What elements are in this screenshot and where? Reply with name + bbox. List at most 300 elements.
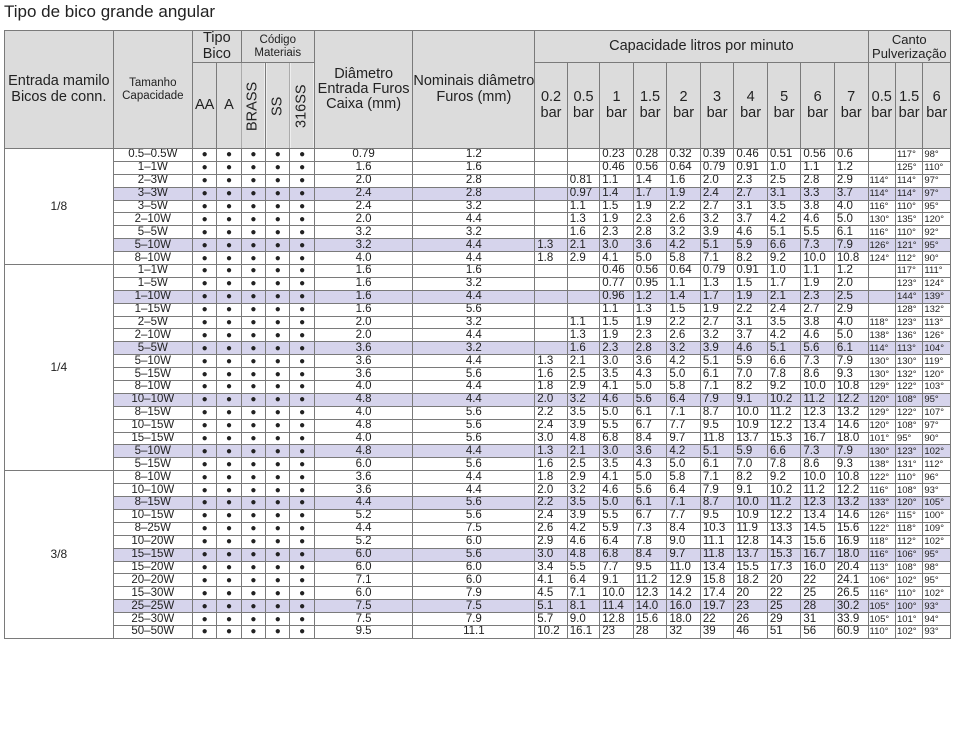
capacity-value: 4.6	[600, 393, 634, 406]
capacity-value: 3.6	[633, 355, 667, 368]
capacity-value: 11.2	[767, 406, 801, 419]
capacity-value: 5.0	[633, 252, 667, 265]
capacity-value: 51	[767, 625, 801, 638]
availability-dot: ●	[217, 161, 241, 174]
availability-dot: ●	[290, 265, 314, 278]
spray-angle: 94°	[923, 613, 951, 626]
availability-dot: ●	[192, 368, 216, 381]
table-row	[5, 535, 951, 548]
capacity-value: 2.3	[633, 329, 667, 342]
capacity-value: 6.4	[667, 393, 701, 406]
availability-dot: ●	[266, 406, 290, 419]
capacity-value: 4.6	[734, 342, 768, 355]
availability-dot: ●	[241, 161, 265, 174]
capacity-value: 18.2	[734, 574, 768, 587]
capacity-value: 6.1	[700, 368, 734, 381]
availability-dot: ●	[217, 303, 241, 316]
capacity-value: 1.2	[834, 161, 868, 174]
availability-dot: ●	[266, 368, 290, 381]
capacity-value: 3.0	[600, 239, 634, 252]
size-capacity: 1–1W	[113, 161, 192, 174]
availability-dot: ●	[290, 406, 314, 419]
availability-dot: ●	[266, 239, 290, 252]
capacity-value: 7.1	[700, 471, 734, 484]
availability-dot: ●	[266, 342, 290, 355]
nominal-diameter: 7.9	[413, 613, 535, 626]
capacity-value: 3.5	[600, 458, 634, 471]
header-pressure: 5 bar	[767, 63, 801, 149]
capacity-value: 10.2	[767, 393, 801, 406]
capacity-value: 6.8	[600, 432, 634, 445]
capacity-value: 1.1	[600, 174, 634, 187]
header-entrada: Entrada mamilo Bicos de conn.	[5, 31, 114, 149]
capacity-value: 13.2	[834, 406, 868, 419]
capacity-value	[567, 290, 600, 303]
table-row	[5, 548, 951, 561]
capacity-value: 12.8	[734, 535, 768, 548]
availability-dot: ●	[192, 213, 216, 226]
availability-dot: ●	[290, 342, 314, 355]
spray-angle: 110°	[895, 200, 922, 213]
availability-dot: ●	[290, 174, 314, 187]
availability-dot: ●	[192, 600, 216, 613]
capacity-value: 6.4	[667, 484, 701, 497]
availability-dot: ●	[192, 432, 216, 445]
capacity-value: 19.7	[700, 600, 734, 613]
availability-dot: ●	[217, 484, 241, 497]
size-capacity: 5–10W	[113, 445, 192, 458]
capacity-value: 7.7	[667, 509, 701, 522]
table-row	[5, 625, 951, 638]
capacity-value: 5.6	[633, 393, 667, 406]
table-body	[5, 149, 951, 639]
table-row	[5, 342, 951, 355]
availability-dot: ●	[290, 509, 314, 522]
capacity-value: 2.2	[667, 316, 701, 329]
capacity-value: 2.5	[567, 368, 600, 381]
capacity-value: 2.0	[834, 277, 868, 290]
table-row	[5, 290, 951, 303]
capacity-value: 2.0	[535, 484, 568, 497]
capacity-value: 3.2	[700, 213, 734, 226]
capacity-value: 7.1	[700, 381, 734, 394]
availability-dot: ●	[192, 265, 216, 278]
spray-angle	[868, 161, 895, 174]
spray-angle: 116°	[868, 226, 895, 239]
spray-angle: 93°	[923, 484, 951, 497]
availability-dot: ●	[192, 406, 216, 419]
availability-dot: ●	[192, 548, 216, 561]
capacity-value: 4.0	[834, 200, 868, 213]
capacity-value: 13.2	[834, 497, 868, 510]
availability-dot: ●	[266, 509, 290, 522]
capacity-value: 10.0	[600, 587, 634, 600]
capacity-value: 10.0	[801, 252, 835, 265]
capacity-value: 12.3	[633, 587, 667, 600]
capacity-value: 14.0	[633, 600, 667, 613]
capacity-value: 1.3	[567, 329, 600, 342]
inlet-diameter: 2.0	[314, 174, 413, 187]
capacity-value: 1.4	[600, 187, 634, 200]
capacity-value: 5.0	[834, 329, 868, 342]
size-capacity: 1–10W	[113, 290, 192, 303]
capacity-value: 17.3	[767, 561, 801, 574]
capacity-value: 2.1	[567, 355, 600, 368]
group-connection-size: 1/8	[5, 149, 114, 265]
capacity-value: 5.0	[633, 381, 667, 394]
spray-angle: 98°	[923, 149, 951, 162]
availability-dot: ●	[241, 226, 265, 239]
nominal-diameter: 4.4	[413, 329, 535, 342]
availability-dot: ●	[241, 174, 265, 187]
capacity-value: 2.9	[567, 252, 600, 265]
capacity-value: 16.1	[567, 625, 600, 638]
inlet-diameter: 6.0	[314, 587, 413, 600]
availability-dot: ●	[266, 149, 290, 162]
capacity-value: 5.1	[700, 445, 734, 458]
size-capacity: 1–5W	[113, 277, 192, 290]
availability-dot: ●	[217, 535, 241, 548]
capacity-value: 3.8	[801, 316, 835, 329]
availability-dot: ●	[241, 303, 265, 316]
capacity-value: 15.6	[801, 535, 835, 548]
availability-dot: ●	[192, 200, 216, 213]
capacity-value: 0.96	[600, 290, 634, 303]
capacity-value: 4.3	[633, 458, 667, 471]
size-capacity: 8–10W	[113, 381, 192, 394]
capacity-value: 8.7	[700, 406, 734, 419]
spray-angle: 121°	[895, 239, 922, 252]
availability-dot: ●	[241, 149, 265, 162]
availability-dot: ●	[266, 445, 290, 458]
capacity-value: 20.4	[834, 561, 868, 574]
availability-dot: ●	[241, 445, 265, 458]
capacity-value	[535, 316, 568, 329]
capacity-value: 0.56	[633, 161, 667, 174]
capacity-value: 0.46	[734, 149, 768, 162]
availability-dot: ●	[192, 381, 216, 394]
capacity-value: 2.7	[801, 303, 835, 316]
capacity-value: 6.4	[567, 574, 600, 587]
availability-dot: ●	[241, 200, 265, 213]
spray-angle: 123°	[895, 316, 922, 329]
availability-dot: ●	[266, 174, 290, 187]
capacity-value: 13.4	[700, 561, 734, 574]
capacity-value: 6.1	[633, 406, 667, 419]
spray-angle: 101°	[868, 432, 895, 445]
capacity-value: 1.3	[567, 213, 600, 226]
inlet-diameter: 2.0	[314, 329, 413, 342]
capacity-value: 2.7	[734, 187, 768, 200]
capacity-value: 10.2	[767, 484, 801, 497]
capacity-value: 4.1	[600, 381, 634, 394]
spray-angle: 130°	[895, 355, 922, 368]
nominal-diameter: 4.4	[413, 471, 535, 484]
availability-dot: ●	[192, 355, 216, 368]
capacity-value: 1.1	[567, 316, 600, 329]
inlet-diameter: 2.0	[314, 316, 413, 329]
size-capacity: 15–15W	[113, 432, 192, 445]
spray-angle: 108°	[895, 561, 922, 574]
nominal-diameter: 3.2	[413, 200, 535, 213]
header-angle-pressure: 0.5 bar	[868, 63, 895, 149]
size-capacity: 15–15W	[113, 548, 192, 561]
capacity-value: 28	[633, 625, 667, 638]
capacity-value: 2.5	[767, 174, 801, 187]
spray-angle: 110°	[895, 587, 922, 600]
nominal-diameter: 4.4	[413, 484, 535, 497]
spray-angle: 139°	[923, 290, 951, 303]
capacity-value: 8.6	[801, 368, 835, 381]
capacity-value: 3.2	[667, 226, 701, 239]
capacity-value: 12.2	[767, 509, 801, 522]
availability-dot: ●	[192, 174, 216, 187]
capacity-value: 4.2	[667, 355, 701, 368]
availability-dot: ●	[266, 497, 290, 510]
inlet-diameter: 1.6	[314, 290, 413, 303]
availability-dot: ●	[217, 200, 241, 213]
availability-dot: ●	[266, 471, 290, 484]
table-row	[5, 406, 951, 419]
size-capacity: 2–5W	[113, 316, 192, 329]
table-row	[5, 458, 951, 471]
capacity-value: 9.7	[667, 432, 701, 445]
capacity-value: 18.0	[834, 548, 868, 561]
availability-dot: ●	[290, 303, 314, 316]
spray-angle: 106°	[895, 548, 922, 561]
capacity-value: 7.3	[801, 445, 835, 458]
capacity-value: 22	[767, 587, 801, 600]
spray-angle: 113°	[895, 342, 922, 355]
capacity-value: 0.91	[734, 265, 768, 278]
spray-angle: 120°	[868, 419, 895, 432]
capacity-value: 2.9	[535, 535, 568, 548]
capacity-value: 1.6	[567, 226, 600, 239]
availability-dot: ●	[290, 432, 314, 445]
spray-angle: 107°	[923, 406, 951, 419]
availability-dot: ●	[217, 419, 241, 432]
inlet-diameter: 4.8	[314, 419, 413, 432]
capacity-value: 3.5	[567, 497, 600, 510]
header-ss: SS	[266, 63, 290, 149]
size-capacity: 15–30W	[113, 587, 192, 600]
capacity-value: 3.9	[567, 419, 600, 432]
availability-dot: ●	[290, 574, 314, 587]
capacity-value: 4.2	[767, 329, 801, 342]
availability-dot: ●	[217, 509, 241, 522]
availability-dot: ●	[217, 174, 241, 187]
capacity-value: 3.3	[801, 187, 835, 200]
table-row	[5, 393, 951, 406]
capacity-value: 14.6	[834, 509, 868, 522]
size-capacity: 2–3W	[113, 174, 192, 187]
capacity-value: 12.8	[600, 613, 634, 626]
spray-angle: 103°	[923, 381, 951, 394]
capacity-value: 10.0	[801, 381, 835, 394]
capacity-value: 9.0	[667, 535, 701, 548]
spray-angle: 93°	[923, 625, 951, 638]
table-row	[5, 600, 951, 613]
availability-dot: ●	[241, 484, 265, 497]
capacity-value: 10.0	[734, 497, 768, 510]
capacity-value: 15.3	[767, 432, 801, 445]
availability-dot: ●	[241, 587, 265, 600]
capacity-value: 11.2	[801, 484, 835, 497]
spray-angle: 130°	[868, 355, 895, 368]
spray-angle: 124°	[923, 277, 951, 290]
capacity-value: 7.9	[834, 355, 868, 368]
availability-dot: ●	[217, 265, 241, 278]
availability-dot: ●	[241, 277, 265, 290]
spray-angle: 118°	[868, 535, 895, 548]
capacity-value: 6.1	[633, 497, 667, 510]
header-a: A	[217, 63, 241, 149]
availability-dot: ●	[241, 535, 265, 548]
inlet-diameter: 7.1	[314, 574, 413, 587]
group-connection-size: 1/4	[5, 265, 114, 471]
spray-angle: 110°	[895, 471, 922, 484]
size-capacity: 8–10W	[113, 471, 192, 484]
capacity-value: 10.3	[700, 522, 734, 535]
availability-dot: ●	[266, 484, 290, 497]
header-pressure: 1.5 bar	[633, 63, 667, 149]
capacity-value: 14.6	[834, 419, 868, 432]
capacity-value: 28	[801, 600, 835, 613]
availability-dot: ●	[266, 587, 290, 600]
capacity-value: 9.5	[700, 509, 734, 522]
inlet-diameter: 4.0	[314, 381, 413, 394]
capacity-value: 2.4	[535, 419, 568, 432]
table-row	[5, 587, 951, 600]
capacity-value: 9.1	[600, 574, 634, 587]
capacity-value: 13.7	[734, 548, 768, 561]
capacity-value: 5.6	[633, 484, 667, 497]
inlet-diameter: 6.0	[314, 548, 413, 561]
availability-dot: ●	[266, 226, 290, 239]
availability-dot: ●	[241, 406, 265, 419]
availability-dot: ●	[217, 290, 241, 303]
availability-dot: ●	[241, 432, 265, 445]
header-angle-pressure: 6 bar	[923, 63, 951, 149]
capacity-value: 11.2	[801, 393, 835, 406]
availability-dot: ●	[217, 213, 241, 226]
inlet-diameter: 4.4	[314, 497, 413, 510]
capacity-value: 3.5	[567, 406, 600, 419]
capacity-value: 7.7	[600, 561, 634, 574]
availability-dot: ●	[241, 561, 265, 574]
spray-angle: 130°	[868, 213, 895, 226]
size-capacity: 10–10W	[113, 484, 192, 497]
capacity-value: 7.9	[834, 239, 868, 252]
capacity-value: 1.4	[633, 174, 667, 187]
availability-dot: ●	[266, 432, 290, 445]
spray-angle: 97°	[923, 419, 951, 432]
spray-angle: 129°	[868, 381, 895, 394]
availability-dot: ●	[266, 213, 290, 226]
capacity-value: 10.8	[834, 381, 868, 394]
nominal-diameter: 1.6	[413, 161, 535, 174]
capacity-value: 15.8	[700, 574, 734, 587]
size-capacity: 8–15W	[113, 406, 192, 419]
availability-dot: ●	[290, 200, 314, 213]
header-pressure: 0.2 bar	[535, 63, 568, 149]
capacity-value: 8.2	[734, 471, 768, 484]
capacity-value: 14.3	[767, 535, 801, 548]
availability-dot: ●	[241, 471, 265, 484]
capacity-value: 15.5	[734, 561, 768, 574]
capacity-value: 1.5	[734, 277, 768, 290]
table-row	[5, 200, 951, 213]
capacity-value: 7.9	[700, 484, 734, 497]
capacity-value: 60.9	[834, 625, 868, 638]
capacity-value	[567, 277, 600, 290]
capacity-value: 9.5	[700, 419, 734, 432]
availability-dot: ●	[290, 458, 314, 471]
capacity-value: 3.5	[767, 200, 801, 213]
header-tamanho: Tamanho Capacidade	[113, 31, 192, 149]
availability-dot: ●	[290, 587, 314, 600]
capacity-value: 5.1	[535, 600, 568, 613]
availability-dot: ●	[290, 290, 314, 303]
availability-dot: ●	[266, 355, 290, 368]
spray-angle: 123°	[895, 445, 922, 458]
availability-dot: ●	[266, 329, 290, 342]
availability-dot: ●	[217, 497, 241, 510]
capacity-value: 1.9	[600, 213, 634, 226]
capacity-value	[567, 149, 600, 162]
capacity-value: 4.6	[600, 484, 634, 497]
nominal-diameter: 3.2	[413, 342, 535, 355]
availability-dot: ●	[266, 600, 290, 613]
spray-angle: 110°	[923, 161, 951, 174]
spray-angle: 128°	[895, 303, 922, 316]
availability-dot: ●	[217, 587, 241, 600]
capacity-value	[535, 187, 568, 200]
capacity-value: 16.0	[801, 561, 835, 574]
capacity-value: 12.3	[801, 406, 835, 419]
capacity-value: 13.3	[767, 522, 801, 535]
capacity-value: 2.4	[700, 187, 734, 200]
availability-dot: ●	[192, 445, 216, 458]
availability-dot: ●	[290, 522, 314, 535]
spray-angle: 110°	[895, 226, 922, 239]
capacity-value: 11.4	[600, 600, 634, 613]
spray-angle: 105°	[868, 600, 895, 613]
availability-dot: ●	[266, 200, 290, 213]
capacity-value: 2.5	[834, 290, 868, 303]
capacity-value: 2.0	[700, 174, 734, 187]
spray-angle: 95°	[923, 574, 951, 587]
spray-angle: 102°	[923, 587, 951, 600]
capacity-value: 3.8	[801, 200, 835, 213]
capacity-value: 11.8	[700, 432, 734, 445]
spray-angle: 95°	[923, 393, 951, 406]
table-row	[5, 497, 951, 510]
availability-dot: ●	[241, 265, 265, 278]
spray-angle: 130°	[868, 445, 895, 458]
capacity-value: 1.6	[567, 342, 600, 355]
availability-dot: ●	[217, 561, 241, 574]
capacity-value: 0.56	[801, 149, 835, 162]
capacity-value: 24.1	[834, 574, 868, 587]
capacity-value: 9.5	[633, 561, 667, 574]
table-row	[5, 419, 951, 432]
availability-dot: ●	[241, 355, 265, 368]
capacity-value: 2.5	[567, 458, 600, 471]
capacity-value: 0.32	[667, 149, 701, 162]
capacity-value: 7.1	[567, 587, 600, 600]
capacity-value: 6.1	[834, 342, 868, 355]
